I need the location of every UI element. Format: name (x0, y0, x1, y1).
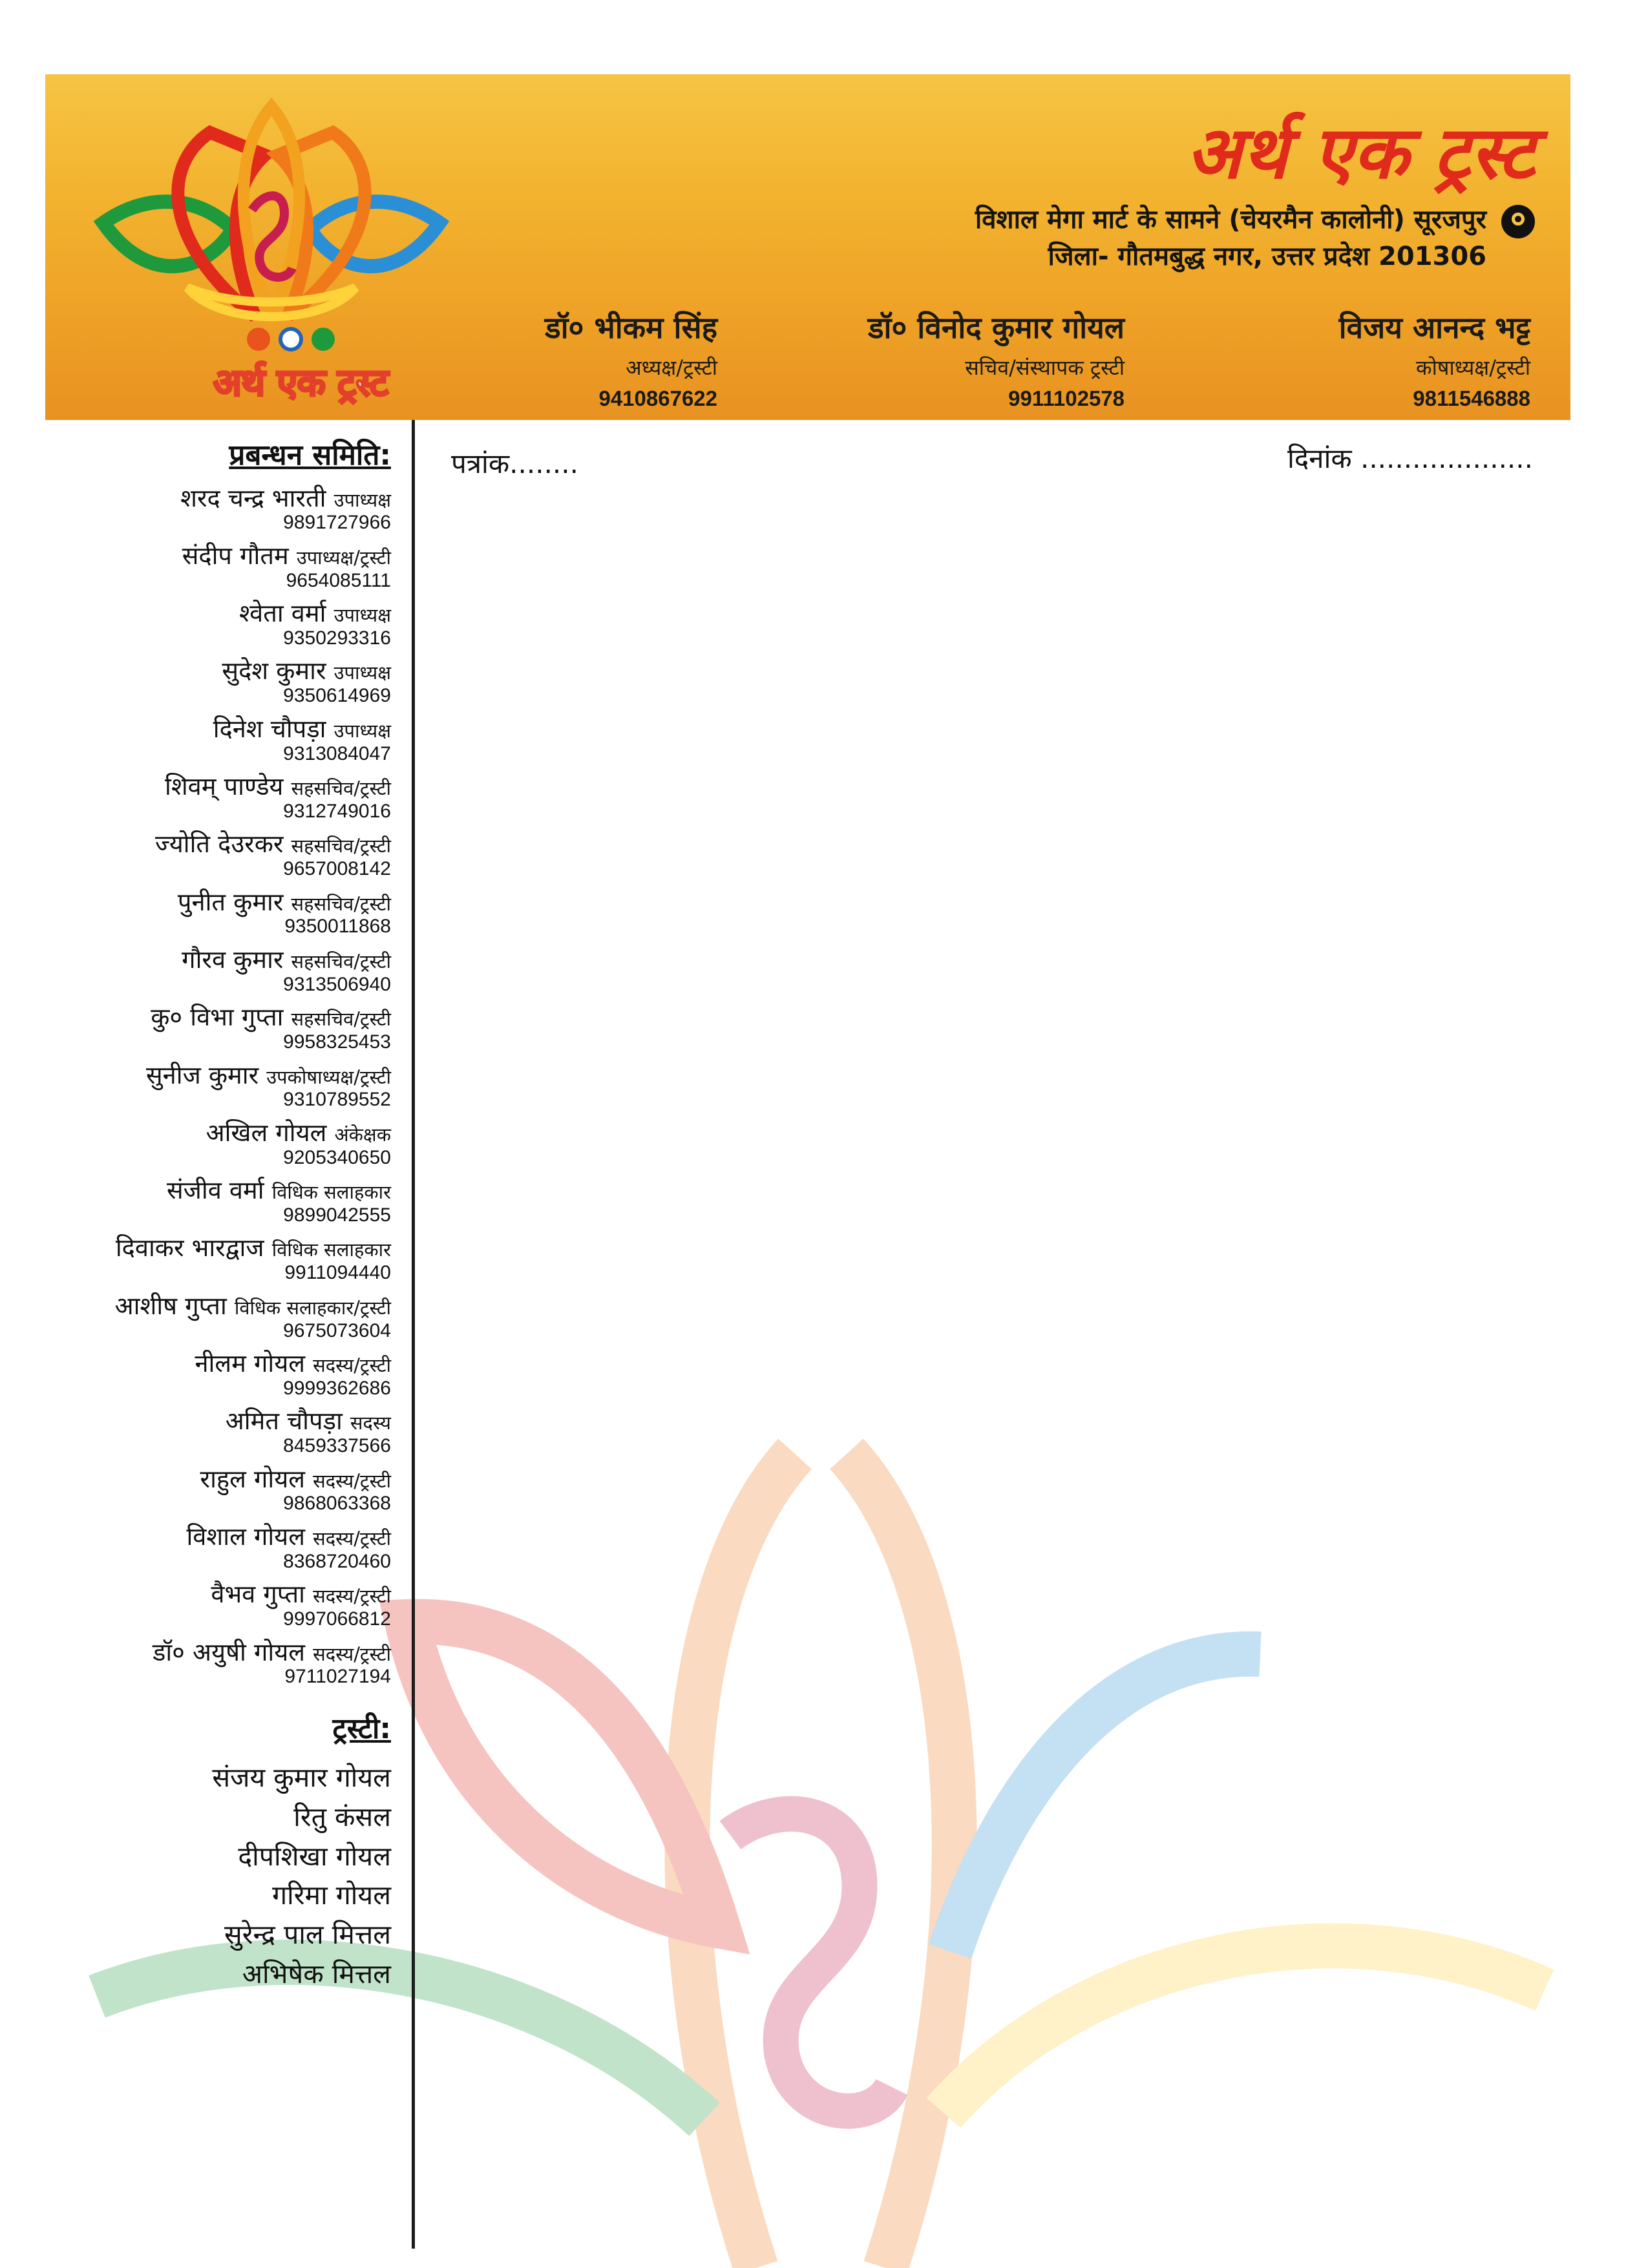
member-role: सदस्य/ट्रस्टी (313, 1643, 391, 1665)
committee-member (45, 773, 391, 823)
committee-title: प्रबन्धन समिति: (229, 439, 391, 472)
member-phone: 9868063368 (283, 1493, 391, 1515)
member-role: सदस्य/ट्रस्टी (313, 1527, 391, 1549)
committee-member (45, 1350, 391, 1400)
member-role: सदस्य/ट्रस्टी (313, 1469, 391, 1492)
member-name: शरद चन्द्र भारती (180, 483, 326, 512)
trustee-name: संजय कुमार गोयल (212, 1762, 391, 1794)
member-phone: 9999362686 (283, 1377, 391, 1399)
trustee-name: अभिषेक मित्तल (242, 1958, 391, 1990)
letterhead-header (45, 74, 1570, 420)
committee-member (45, 1408, 391, 1457)
member-phone: 9891727966 (283, 512, 391, 534)
committee-member (45, 600, 391, 649)
member-phone: 9313506940 (283, 973, 391, 995)
member-name: ज्योति देउरकर (154, 830, 284, 859)
member-phone: 9312749016 (283, 800, 391, 822)
lotus-logo-icon (90, 94, 452, 352)
officer-treasurer (1339, 307, 1530, 411)
committee-member (45, 1120, 391, 1169)
member-role: उपाध्यक्ष/ट्रस्टी (296, 546, 391, 569)
member-role: उपाध्यक्ष (333, 662, 391, 684)
member-name: सुनीज कुमार (145, 1060, 259, 1089)
committee-member (45, 1466, 391, 1515)
member-name: कु० विभा गुप्ता (151, 1003, 284, 1032)
member-name: डॉ० अयुषी गोयल (152, 1637, 305, 1666)
member-name: सुदेश कुमार (222, 656, 326, 686)
officer-role: अध्यक्ष/ट्रस्टी (626, 355, 717, 380)
member-role: उपाध्यक्ष (333, 604, 391, 627)
member-role: उपाध्यक्ष (333, 719, 391, 742)
member-name: दिवाकर भारद्वाज (115, 1234, 264, 1263)
member-name: आशीष गुप्ता (114, 1291, 227, 1320)
officer-phone: 9911102578 (1008, 386, 1125, 410)
member-phone: 9350614969 (283, 685, 391, 707)
member-phone: 9350293316 (283, 627, 391, 649)
map-pin-icon (1501, 205, 1535, 238)
member-role: सहसचिव/ट्रस्टी (291, 835, 391, 857)
member-role: सहसचिव/ट्रस्टी (291, 892, 391, 915)
member-role: विधिक सलाहकार/ट्रस्टी (234, 1296, 391, 1319)
officer-phone: 9811546888 (1413, 386, 1530, 410)
date-field: दिनांक .................... (1287, 443, 1533, 474)
member-role: सदस्य (350, 1412, 391, 1434)
member-phone: 9313084047 (283, 742, 391, 764)
member-name: नीलम गोयल (195, 1349, 305, 1378)
member-phone: 9997066812 (283, 1608, 391, 1630)
committee-member (45, 1235, 391, 1284)
trustee-name: गरिमा गोयल (272, 1880, 391, 1911)
officer-name: डॉ० भीकम सिंह (545, 310, 717, 345)
trustees-title: ट्रस्टी: (332, 1712, 391, 1745)
member-phone: 9657008142 (283, 858, 391, 880)
member-phone: 9899042555 (283, 1204, 391, 1226)
committee-member (45, 1293, 391, 1342)
officer-role: कोषाध्यक्ष/ट्रस्टी (1416, 355, 1530, 380)
trustee-name: सुरेन्द्र पाल मित्तल (224, 1919, 391, 1951)
committee-member (45, 1639, 391, 1688)
member-name: वैभव गुप्ता (211, 1580, 305, 1609)
member-role: विधिक सलाहकार (271, 1239, 391, 1261)
reference-number-field: पत्रांक........ (451, 448, 578, 479)
member-phone: 9205340650 (283, 1146, 391, 1168)
committee-member (45, 889, 391, 938)
org-title: अर्थ एक ट्रस्ट (1186, 110, 1535, 195)
committee-member (45, 485, 391, 534)
address-line-2: जिला- गौतमबुद्ध नगर, उत्तर प्रदेश 201306 (1048, 242, 1486, 271)
member-name: अखिल गोयल (206, 1118, 327, 1147)
member-role: सहसचिव/ट्रस्टी (291, 1008, 391, 1031)
member-name: दिनेश चौपड़ा (213, 714, 326, 743)
trustee-name: दीपशिखा गोयल (238, 1840, 391, 1872)
member-phone: 8368720460 (283, 1550, 391, 1572)
member-phone: 9350011868 (284, 916, 391, 938)
member-name: राहुल गोयल (200, 1464, 305, 1493)
committee-member (45, 947, 391, 996)
sidebar-divider (412, 420, 415, 2249)
member-phone: 9958325453 (283, 1031, 391, 1053)
member-role: सहसचिव/ट्रस्टी (291, 777, 391, 800)
member-phone: 8459337566 (283, 1435, 391, 1457)
committee-member (45, 543, 391, 592)
member-phone: 9310789552 (283, 1089, 391, 1111)
committee-member (45, 1177, 391, 1226)
member-role: सदस्य/ट्रस्टी (313, 1585, 391, 1608)
officer-name: विजय आनन्द भट्ट (1338, 310, 1530, 345)
officer-name: डॉ० विनोद कुमार गोयल (867, 310, 1125, 345)
officer-phone: 9410867622 (598, 386, 717, 410)
trustee-name: रितु कंसल (293, 1801, 391, 1833)
member-role: उपकोषाध्यक्ष/ट्रस्टी (266, 1066, 391, 1088)
member-role: सहसचिव/ट्रस्टी (291, 950, 391, 972)
trust-logo (90, 94, 452, 417)
member-name: विशाल गोयल (186, 1522, 305, 1551)
member-phone: 9911094440 (284, 1262, 391, 1284)
officer-secretary (868, 307, 1125, 411)
member-name: गौरव कुमार (182, 945, 284, 974)
committee-member (45, 1062, 391, 1111)
address-line-1: विशाल मेगा मार्ट के सामने (चेयरमैन कालोनी) सूरजपुर (975, 205, 1486, 235)
member-name: संदीप गौतम (182, 541, 289, 570)
committee-member (45, 716, 391, 765)
committee-member (45, 658, 391, 707)
member-name: संजीव वर्मा (166, 1176, 264, 1205)
logo-wordmark: अर्थ एक ट्रस्ट (213, 361, 388, 404)
member-name: पुनीत कुमार (177, 887, 284, 916)
member-role: विधिक सलाहकार (271, 1181, 391, 1204)
committee-member (45, 1581, 391, 1630)
committee-member (45, 1004, 391, 1053)
member-name: शिवम् पाण्डेय (164, 772, 284, 801)
member-role: अंकेक्षक (334, 1123, 391, 1146)
member-role: उपाध्यक्ष (333, 488, 391, 511)
member-phone: 9654085111 (286, 569, 391, 591)
officer-role: सचिव/संस्थापक ट्रस्टी (965, 355, 1125, 380)
member-name: अमित चौपड़ा (225, 1407, 343, 1436)
member-phone: 9675073604 (283, 1319, 391, 1341)
tricolor-dots-icon (242, 323, 339, 355)
member-name: श्वेता वर्मा (238, 599, 326, 628)
committee-member (45, 831, 391, 880)
committee-member (45, 1524, 391, 1573)
sidebar (45, 439, 391, 1993)
member-role: सदस्य/ट्रस्टी (313, 1354, 391, 1377)
member-phone: 9711027194 (284, 1666, 391, 1688)
officer-president (545, 307, 717, 411)
